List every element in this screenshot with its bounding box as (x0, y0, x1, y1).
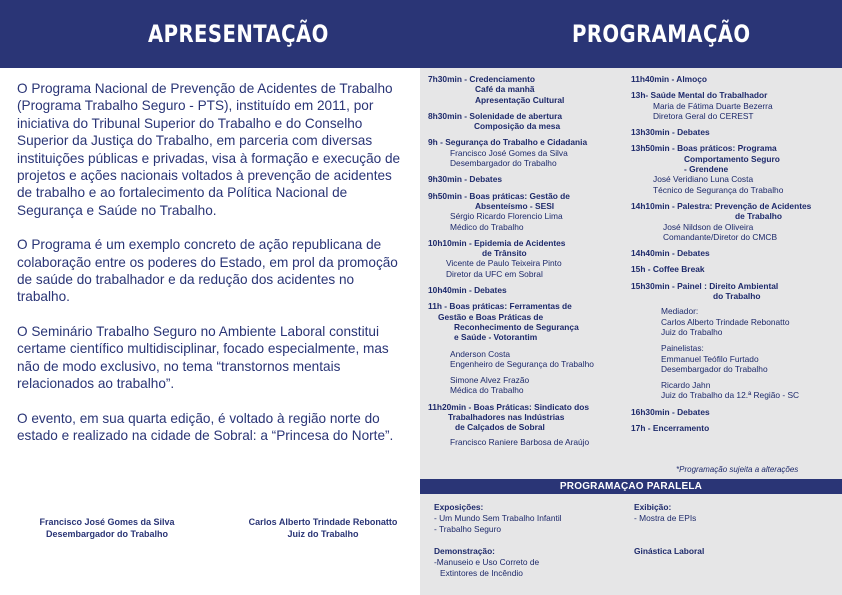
item-title: - Grendene (684, 164, 729, 175)
speaker-name: Ricardo Jahn (661, 380, 711, 391)
item-title: 13h- Saúde Mental do Trabalhador (631, 90, 768, 101)
speaker-name: Emmanuel Teófilo Furtado (661, 353, 759, 364)
item-title: 15h30min - Painel : Direito Ambiental (631, 280, 779, 291)
parallel-entry: - Mostra de EPIs (634, 513, 697, 523)
program-item (631, 281, 836, 401)
program-item (428, 74, 623, 105)
speaker-role: Juiz do Trabalho (661, 326, 723, 337)
item-title: Comportamento Seguro (684, 153, 780, 164)
program-item (631, 264, 836, 274)
parallel-entry: - Trabalho Seguro (434, 524, 502, 534)
presentation-title: APRESENTAÇÃO (148, 20, 329, 48)
item-title: 9h30min - Debates (428, 174, 503, 185)
program-item (428, 174, 623, 184)
program-item (631, 74, 836, 84)
item-title: e Saúde - Votorantim (454, 332, 538, 343)
parallel-heading: Demonstração: (434, 546, 495, 556)
program-item (428, 238, 623, 279)
program-item (631, 143, 836, 194)
parallel-heading: Ginástica Laboral (634, 546, 705, 556)
speaker-name: Carlos Alberto Trindade Rebonatto (661, 316, 790, 327)
program-column-2 (631, 74, 836, 439)
item-title: 9h - Segurança do Trabalho e Cidadania (428, 137, 588, 148)
speaker-role: Médico do Trabalho (450, 221, 524, 232)
panel-label: Mediador: (661, 306, 699, 317)
presentation-paragraph: O evento, em sua quarta edição, é voltado à região norte do estado e realizado na cidade de Sobral: a “Princesa do Norte”. (17, 410, 394, 443)
parallel-gymnastics (634, 546, 704, 557)
speaker-name: Francisco Raniere Barbosa de Araújo (450, 436, 590, 447)
item-title: Absenteísmo - SESI (475, 200, 555, 211)
speaker-role: Desembargador do Trabalho (450, 158, 557, 169)
speaker-name: Maria de Fátima Duarte Bezerra (653, 100, 773, 111)
program-item (631, 127, 836, 137)
parallel-entry: Extintores de Incêndio (440, 568, 523, 578)
panel-label: Painelistas: (661, 343, 704, 354)
presentation-paragraph: O Programa Nacional de Prevenção de Acidentes de Trabalho (Programa Trabalho Seguro - PTS), instituído em 2011, por iniciativa do Tribunal Superior do Trabalho e do Conselho Superior da Justiça do Trabalho, em parceria com diversas instituições públicas e privadas, visa à formação e execução de projetos e ações nacionais voltados à prevenção de acidentes de trabalho e ao fortalecimento da Política Nacional de Segurança e Saúde no Trabalho. (17, 81, 401, 218)
speaker-name: Vicente de Paulo Teixeira Pinto (446, 258, 562, 269)
program-item (428, 402, 623, 447)
program-title: PROGRAMAÇÃO (572, 20, 751, 48)
speaker-role: Diretora Geral do CEREST (653, 110, 754, 121)
program-item (428, 137, 623, 168)
parallel-heading: Exibição: (634, 502, 672, 512)
item-title: 14h10min - Palestra: Prevenção de Acidentes (631, 200, 812, 211)
parallel-heading: Exposições: (434, 502, 484, 512)
speaker-role: Diretor da UFC em Sobral (446, 268, 543, 279)
item-title: de Trânsito (482, 248, 527, 259)
program-item (428, 301, 623, 395)
parallel-expositions (434, 502, 562, 535)
program-item (428, 191, 623, 232)
parallel-entry: - Um Mundo Sem Trabalho Infantil (434, 513, 562, 523)
program-note: *Programação sujeita a alterações (676, 465, 799, 474)
speaker-role: Juiz do Trabalho da 12.ª Região - SC (661, 390, 800, 401)
parallel-exhibition (634, 502, 696, 524)
program-column-1 (428, 74, 623, 453)
signature-1 (22, 516, 192, 540)
speaker-role: Comandante/Diretor do CMCB (663, 231, 778, 242)
parallel-program-title: PROGRAMAÇAO PARALELA (420, 479, 842, 494)
item-title: 11h40min - Almoço (631, 74, 708, 84)
program-item (631, 407, 836, 417)
item-title: Café da manhã (475, 84, 535, 95)
speaker-role: Desembargador do Trabalho (661, 363, 768, 374)
signature-2 (228, 516, 418, 540)
program-item (428, 111, 623, 132)
signature-name: Francisco José Gomes da Silva (39, 517, 175, 527)
item-title: Gestão e Boas Práticas de (438, 311, 544, 322)
item-title: 13h50min - Boas práticos: Programa (631, 143, 777, 154)
speaker-name: José Veridiano Luna Costa (653, 174, 754, 185)
speaker-role: Engenheiro de Segurança do Trabalho (450, 358, 594, 369)
signature-name: Carlos Alberto Trindade Rebonatto (248, 517, 398, 527)
program-item (631, 423, 836, 433)
item-title: 15h - Coffee Break (631, 264, 705, 275)
item-title: 16h30min - Debates (631, 406, 710, 417)
parallel-demonstration (434, 546, 539, 579)
item-title: 14h40min - Debates (631, 248, 710, 259)
signature-role: Juiz do Trabalho (287, 529, 359, 539)
signature-role: Desembargador do Trabalho (45, 529, 169, 539)
speaker-role: Técnico de Segurança do Trabalho (653, 184, 784, 195)
item-title: Apresentação Cultural (475, 94, 565, 105)
item-title: Reconhecimento de Segurança (454, 321, 579, 332)
item-title: 9h50min - Boas práticas: Gestão de (428, 190, 570, 201)
presentation-paragraph: O Programa é um exemplo concreto de ação republicana de colaboração entre os poderes do Estado, em prol da promoção de saúde do trabalhador e da redução dos acidentes no trabalho. (17, 237, 398, 305)
item-title: 7h30min - Credenciamento (428, 74, 536, 84)
item-title: Composição da mesa (474, 121, 561, 132)
program-item (631, 248, 836, 258)
item-title: do Trabalho (713, 291, 761, 302)
speaker-name: Sérgio Ricardo Florencio Lima (450, 211, 563, 222)
item-title: de Trabalho (735, 211, 783, 222)
item-title: 10h10min - Epidemia de Acidentes (428, 237, 566, 248)
item-title: 17h - Encerramento (631, 423, 710, 434)
item-title: 8h30min - Solenidade de abertura (428, 110, 563, 121)
speaker-name: Simone Alvez Frazão (450, 375, 530, 386)
speaker-name: Anderson Costa (450, 348, 511, 359)
item-title: Trabalhadores nas Indústrias (448, 412, 565, 423)
program-item (631, 201, 836, 242)
item-title: 10h40min - Debates (428, 285, 507, 296)
program-item (631, 90, 836, 121)
presentation-text (17, 80, 409, 461)
item-title: 11h - Boas práticas: Ferramentas de (428, 301, 572, 312)
header-bar (0, 0, 842, 68)
program-item (428, 285, 623, 295)
speaker-name: José Nildson de Oliveira (663, 221, 754, 232)
presentation-paragraph: O Seminário Trabalho Seguro no Ambiente Laboral constitui certame científico multidisciplinar, focado especialmente, mas não de modo exclusivo, no tema “transtornos mentais relacionados ao trabalho”. (17, 323, 389, 392)
speaker-role: Médica do Trabalho (450, 385, 524, 396)
speaker-name: Francisco José Gomes da Silva (450, 147, 568, 158)
item-title: 13h30min - Debates (631, 127, 710, 138)
item-title: 11h20min - Boas Práticas: Sindicato dos (428, 401, 590, 412)
item-title: de Calçados de Sobral (455, 422, 545, 433)
parallel-entry: -Manuseio e Uso Correto de (434, 557, 540, 567)
